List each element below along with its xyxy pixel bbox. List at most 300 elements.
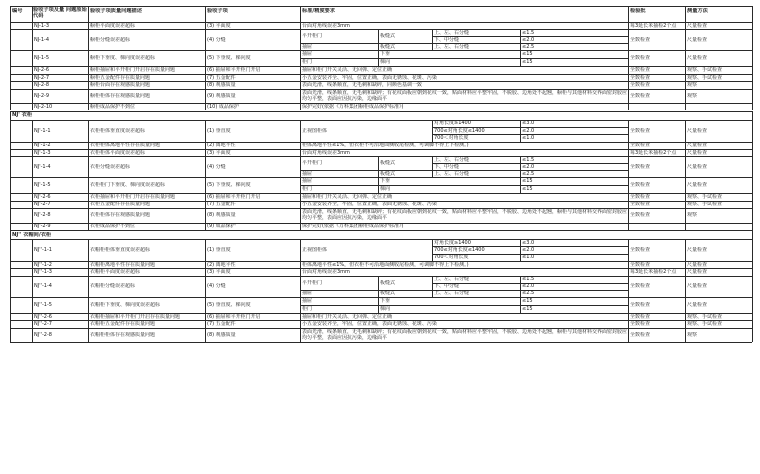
row-sub-type: 板缝式 [380, 170, 396, 177]
grid-line [88, 261, 89, 268]
row-method [687, 104, 751, 110]
grid-line [685, 50, 686, 66]
row-item: (7) 五金配件 [207, 201, 236, 208]
row-description: 衣柜五金配件存在质量问题 [90, 201, 151, 208]
grid-line [300, 29, 301, 50]
grid-line [32, 268, 33, 275]
header-method: 测量方法 [687, 8, 708, 14]
grid-line [628, 22, 629, 29]
row-direction: 上、左、右分缝 [434, 276, 470, 283]
row-value: ≤2.5 [522, 43, 535, 50]
grid-line [10, 156, 11, 177]
row-sub-drawer: 抽屉 [302, 170, 313, 177]
grid-line [628, 103, 629, 110]
grid-line [752, 66, 753, 73]
grid-line [685, 328, 686, 343]
row-code: NJ-2-7 [34, 74, 50, 81]
row-method: 观察、手试检查 [687, 74, 723, 81]
header-standard: 标准/精度要求 [302, 8, 336, 14]
grid-line [10, 276, 752, 277]
grid-line [520, 177, 521, 193]
grid-line [752, 81, 753, 88]
grid-line [300, 223, 301, 230]
row-standard: 抽屉和柜门开关灵活、无回弹、定位正确 [302, 67, 393, 74]
row-direction: 下、中分缝 [434, 36, 460, 43]
grid-line [10, 201, 11, 208]
row-sub-type: 板缝式 [380, 290, 396, 297]
grid-line [205, 156, 206, 177]
row-item: (6) 抽屉和平开柜门开启 [207, 194, 261, 200]
row-batch [630, 104, 684, 110]
grid-line [628, 313, 629, 320]
grid-line [10, 276, 11, 297]
row-method: 尺量检查 [687, 163, 708, 170]
grid-line [378, 177, 379, 193]
row-method: 尺量检查 [687, 36, 708, 43]
grid-line [300, 89, 301, 104]
grid-line [10, 239, 11, 261]
grid-line [628, 66, 629, 73]
row-batch: 全数检查 [630, 247, 651, 253]
grid-line [88, 74, 89, 81]
grid-line [685, 29, 686, 50]
grid-line [300, 103, 301, 110]
grid-line [300, 120, 301, 142]
grid-line [88, 29, 89, 50]
grid-line [32, 239, 33, 261]
grid-line [32, 328, 33, 343]
grid-line [432, 120, 433, 142]
row-code: NJ''-2-7 [34, 320, 52, 327]
grid-line [10, 328, 11, 343]
grid-line [752, 177, 753, 193]
grid-line [10, 230, 752, 231]
grid-line [685, 6, 686, 22]
row-value: ≤2.0 [522, 127, 535, 134]
row-item: (4) 分缝 [207, 163, 226, 170]
row-item: (9) 成品保护 [207, 223, 236, 230]
row-sub-type: 板缝式 [380, 279, 396, 286]
row-method: 尺量检查 [687, 22, 708, 29]
grid-line [205, 22, 206, 29]
row-batch: 全数检查 [630, 163, 651, 170]
row-value: ≤15 [522, 59, 533, 66]
grid-line [88, 201, 89, 208]
row-value: ≤1.5 [522, 29, 535, 36]
grid-line [10, 239, 752, 240]
row-code: NJ''-1-3 [34, 269, 52, 276]
grid-line [88, 120, 89, 142]
row-direction: 700≤对角长度≤1400 [434, 247, 485, 253]
grid-line [10, 223, 11, 230]
grid-line [205, 320, 206, 327]
grid-line [752, 103, 753, 110]
grid-line [752, 29, 753, 50]
row-code: NJ-2-9 [34, 92, 50, 99]
grid-line [432, 156, 433, 177]
grid-line [32, 66, 33, 73]
row-item: (3) 平面度 [207, 149, 231, 156]
grid-line [205, 261, 206, 268]
row-method: 观察 [687, 92, 698, 99]
grid-line [10, 29, 11, 50]
grid-line [432, 276, 433, 297]
grid-line [752, 149, 753, 156]
grid-line [628, 29, 629, 50]
row-batch [630, 223, 684, 229]
grid-line [205, 297, 206, 313]
grid-line [628, 74, 629, 81]
grid-line [32, 223, 33, 230]
row-item: (2) 离地平性 [207, 142, 236, 149]
row-method: 观察 [687, 81, 698, 88]
row-code: NJ'-1-4 [34, 163, 51, 170]
grid-line [752, 201, 753, 208]
grid-line [685, 193, 686, 200]
grid-line [32, 320, 33, 327]
grid-line [300, 74, 301, 81]
grid-line [10, 320, 11, 327]
grid-line [205, 89, 206, 104]
grid-line [628, 50, 629, 66]
row-standard: 抽屉和柜门开关灵活、无回弹、定位正确 [302, 313, 393, 320]
row-sub-drawer: 抽屉 [302, 51, 313, 58]
row-description: 衣柜柜体存在观感质量问题 [90, 212, 151, 219]
row-method: 尺量检查 [687, 142, 708, 149]
grid-line [628, 193, 629, 200]
row-standard: 柜体离地平性≤1%，但衣柜不可沿地面侧收尾检测，可调脚不得上下检测。) [302, 142, 469, 149]
grid-line [205, 208, 206, 223]
row-value: ≤1.0 [522, 134, 535, 141]
grid-line [752, 297, 753, 313]
grid-line [88, 149, 89, 156]
grid-line [10, 6, 11, 22]
row-sub-type: 下垂 [380, 178, 391, 185]
grid-line [752, 239, 753, 261]
row-direction: 下、中分缝 [434, 283, 460, 290]
grid-line [752, 313, 753, 320]
row-direction: 700＜对角长度 [434, 254, 469, 261]
row-batch: 全数检查 [630, 201, 651, 208]
grid-line [10, 103, 11, 110]
row-description: 橱柜分缝误差超标 [90, 36, 131, 43]
row-description: 衣柜分缝误差超标 [90, 163, 131, 170]
grid-line [88, 89, 89, 104]
grid-line [628, 297, 629, 313]
grid-line [32, 208, 33, 223]
grid-line [300, 142, 301, 149]
row-direction: 700＜对角长度 [434, 134, 469, 141]
grid-line [300, 201, 301, 208]
header-item: 验收子项 [207, 8, 228, 14]
grid-line [205, 74, 206, 81]
row-standard: 保护完好(依据《万科集团橱柜成品保护标准》) [302, 223, 404, 230]
header-origin-code: 验收子项及量 问题原始代码 [33, 7, 87, 19]
row-sub-drawer: 抽屉 [302, 43, 313, 50]
row-item: (5) 下垂度、梯向度 [207, 55, 251, 62]
grid-line [628, 149, 629, 156]
grid-line [520, 120, 521, 142]
row-value: ≤3.0 [522, 239, 535, 246]
row-method: 尺量检查 [687, 261, 708, 268]
grid-line [300, 156, 301, 177]
grid-line [205, 120, 206, 142]
grid-line [432, 239, 433, 261]
row-standard: 台面对角线误差3mm [302, 269, 350, 276]
grid-line [300, 320, 301, 327]
grid-line [88, 81, 89, 88]
row-batch: 全数检查 [630, 320, 651, 327]
row-batch: 全数检查 [630, 74, 651, 81]
row-standard: 表面光滑，线条顺直，无毛刺和缺碎；有花纹面板应朝到花纹一致，贴面材料应平整牢固，不脱胶、边角处不起翘，橱柜与其他材料交界面密封胶应均匀平整，表面应因抗污染，边缘面平 [302, 209, 627, 222]
row-direction: 上、左、右分缝 [434, 170, 470, 177]
row-batch: 全数检查 [630, 283, 651, 290]
row-item: (1) 垂直度 [207, 247, 231, 253]
grid-line [628, 177, 629, 193]
row-description: 衣柜柜体平面度误差超标 [90, 149, 146, 156]
grid-line [10, 74, 11, 81]
grid-line [300, 276, 301, 297]
grid-line [628, 276, 629, 297]
row-standard: 表面光滑，线条顺直，无毛刺和缺碎；有花纹面板应朝到花纹一致，贴面材料应平整牢固，不脱胶、边角处不起翘，橱柜与其他材料交界面密封胶应均匀平整，表面应因抗污染，边缘面平 [302, 328, 627, 341]
grid-line [752, 223, 753, 230]
row-value: ≤15 [522, 178, 533, 185]
grid-line [628, 201, 629, 208]
row-item: (6) 抽屉和平开柜门开启 [207, 67, 261, 74]
row-standard: 抽屉和柜门开关灵活、无回弹、定位正确 [302, 194, 393, 200]
grid-line [628, 320, 629, 327]
grid-line [378, 29, 379, 50]
grid-line [10, 81, 11, 88]
grid-line [378, 276, 379, 297]
grid-line [32, 50, 33, 66]
grid-line [88, 276, 89, 297]
grid-line [378, 50, 379, 66]
grid-line [685, 66, 686, 73]
row-batch: 全数检查 [630, 313, 651, 320]
row-standard: 小五金安装齐全，牢固，位置正确，表面无锈蚀、花斑、污染 [302, 320, 438, 327]
row-item: (6) 抽屉和平开柜门开启 [207, 313, 261, 320]
row-batch: 每3延长米抽检2个点 [630, 149, 677, 156]
grid-line [685, 297, 686, 313]
row-method: 尺量检查 [687, 283, 708, 290]
row-description: 橱柜成品保护不到位 [90, 103, 136, 110]
row-direction: 上、左、右分缝 [434, 290, 470, 297]
grid-line [88, 193, 89, 200]
grid-line [88, 177, 89, 193]
row-description: 衣柜成品保护不到位 [90, 223, 136, 230]
row-direction: 对角长度≥1400 [434, 239, 471, 246]
row-batch: 全数检查 [630, 261, 651, 268]
row-batch: 全数检查 [630, 67, 651, 74]
row-description: 橱柜五金配件存在质量问题 [90, 74, 151, 81]
row-code: NJ'-2-8 [34, 212, 51, 219]
row-sub-type: 梯向 [380, 186, 391, 193]
grid-line [10, 111, 752, 112]
row-description: 衣帽柜下垂度、梯向度误差超标 [90, 301, 161, 308]
row-description: 橱柜下垂度、梯向度误差超标 [90, 55, 156, 62]
grid-line [10, 89, 11, 104]
grid-line [685, 156, 686, 177]
row-batch: 全数检查 [630, 92, 651, 99]
grid-line [10, 120, 11, 142]
row-code: NJ-2-6 [34, 67, 50, 74]
row-item: (10) 成品保护 [207, 103, 239, 110]
row-method: 尺量检查 [687, 127, 708, 134]
grid-line [752, 230, 753, 239]
grid-line [685, 103, 686, 110]
grid-line [32, 81, 33, 88]
row-sub-type: 梯向 [380, 305, 391, 312]
row-sub-door: 平开柜门 [302, 279, 323, 286]
grid-line [628, 120, 629, 142]
grid-line [10, 268, 11, 275]
row-standard: 台面对角线误差3mm [302, 149, 350, 156]
row-sub-type: 板缝式 [380, 43, 396, 50]
row-method: 尺量检查 [687, 149, 708, 156]
grid-line [32, 313, 33, 320]
grid-line [205, 276, 206, 297]
grid-line [685, 120, 686, 142]
grid-line [88, 328, 89, 343]
row-standard: 保护完好(依据《万科集团橱柜成品保护标准》) [302, 103, 404, 110]
grid-line [685, 89, 686, 104]
grid-line [32, 142, 33, 149]
row-batch: 全数检查 [630, 36, 651, 43]
grid-line [205, 193, 206, 200]
row-item: (9) 观感质量 [207, 92, 236, 99]
grid-line [432, 29, 433, 50]
row-sub-drawer: 抽屉 [302, 290, 313, 297]
row-value: ≤2.5 [522, 290, 535, 297]
grid-line [32, 149, 33, 156]
row-batch: 全数检查 [630, 142, 651, 149]
grid-line [32, 261, 33, 268]
section-title: NJ' 衣柜 [12, 112, 33, 118]
grid-line [628, 89, 629, 104]
grid-line [300, 268, 301, 275]
row-description: 橱柜抽屉和平开柜门开启存在质量问题 [90, 67, 176, 74]
row-method: 观察、手试检查 [687, 67, 723, 74]
grid-line [10, 193, 11, 200]
row-code: NJ''-1-4 [34, 283, 52, 290]
grid-line [10, 156, 752, 157]
grid-line [205, 81, 206, 88]
grid-line [378, 297, 379, 313]
grid-line [752, 74, 753, 81]
grid-line [88, 297, 89, 313]
grid-line [32, 297, 33, 313]
row-value: ≤2.0 [522, 283, 535, 290]
grid-line [32, 29, 33, 50]
grid-line [300, 328, 301, 343]
row-item: (2) 离地平性 [207, 261, 236, 268]
row-standard: 表面光滑，线条顺直，无毛刺和缺碎；有花纹面板应朝到花纹一致，贴面材料应平整牢固，不脱胶、边角处不起翘，橱柜与其他材料交界面密封胶应均匀平整，表面应因抗污染，边缘面平 [302, 89, 627, 102]
grid-line [300, 193, 301, 200]
grid-line [752, 268, 753, 275]
grid-line [205, 50, 206, 66]
grid-line [88, 223, 89, 230]
row-code: NJ''-1-5 [34, 301, 52, 308]
row-standard: 正视图柜体 [302, 247, 328, 253]
row-description: 衣柜抽屉和平开柜门开启存在质量问题 [90, 194, 176, 200]
grid-line [752, 111, 753, 120]
grid-line [628, 6, 629, 22]
grid-line [205, 149, 206, 156]
row-method: 观察、手试检查 [687, 201, 723, 208]
grid-line [628, 156, 629, 177]
grid-line [88, 142, 89, 149]
row-sub-type: 下垂 [380, 51, 391, 58]
row-value: ≤2.0 [522, 163, 535, 170]
grid-line [520, 50, 521, 66]
header-code: 编号 [12, 8, 23, 14]
grid-line [628, 81, 629, 88]
row-description: 橱柜台面存在观感质量问题 [90, 81, 151, 88]
grid-line [205, 223, 206, 230]
grid-line [10, 177, 11, 193]
grid-line [88, 208, 89, 223]
row-code: NJ-2-10 [34, 103, 53, 110]
grid-line [300, 239, 301, 261]
grid-line [10, 149, 11, 156]
grid-line [752, 261, 753, 268]
grid-line [685, 208, 686, 223]
grid-line [300, 149, 301, 156]
row-value: ≤2.5 [522, 170, 535, 177]
row-item: (8) 观感质量 [207, 331, 236, 338]
grid-line [205, 313, 206, 320]
grid-line [32, 201, 33, 208]
row-value: ≤2.0 [522, 36, 535, 43]
row-method: 尺量检查 [687, 55, 708, 62]
row-item: (8) 观感质量 [207, 81, 236, 88]
row-description: 衣帽柜分缝误差超标 [90, 283, 136, 290]
grid-line [205, 29, 206, 50]
grid-line [10, 230, 11, 239]
grid-line [10, 29, 752, 30]
grid-line [520, 156, 521, 177]
grid-line [520, 297, 521, 313]
row-value: ≤3.0 [522, 120, 535, 127]
grid-line [10, 342, 752, 343]
row-standard: 小五金安装齐全，牢固，位置正确，表面无锈蚀、花斑、污染 [302, 201, 438, 208]
grid-line [685, 276, 686, 297]
grid-line [10, 142, 11, 149]
row-batch: 全数检查 [630, 182, 651, 189]
row-standard: 正视图柜体 [302, 127, 328, 134]
row-sub-type: 板缝式 [380, 33, 396, 40]
row-sub-door: 柜门 [302, 59, 313, 66]
row-batch: 全数检查 [630, 55, 651, 62]
row-standard: 台面对角线误差3mm [302, 22, 350, 29]
grid-line [752, 193, 753, 200]
grid-line [685, 81, 686, 88]
grid-line [628, 239, 629, 261]
row-direction: 上、左、右分缝 [434, 29, 470, 36]
row-code: NJ'-2-7 [34, 201, 51, 208]
row-code: NJ'-1-5 [34, 182, 51, 189]
row-sub-door: 柜门 [302, 305, 313, 312]
grid-line [628, 142, 629, 149]
row-sub-drawer: 抽屉 [302, 178, 313, 185]
row-description: 衣帽柜五金配件存在质量问题 [90, 320, 156, 327]
row-description: 衣帽柜柜体垂直度误差超标 [90, 247, 151, 253]
header-batch: 检验批 [630, 8, 646, 14]
row-value: ≤15 [522, 305, 533, 312]
grid-line [752, 276, 753, 297]
grid-line [205, 142, 206, 149]
